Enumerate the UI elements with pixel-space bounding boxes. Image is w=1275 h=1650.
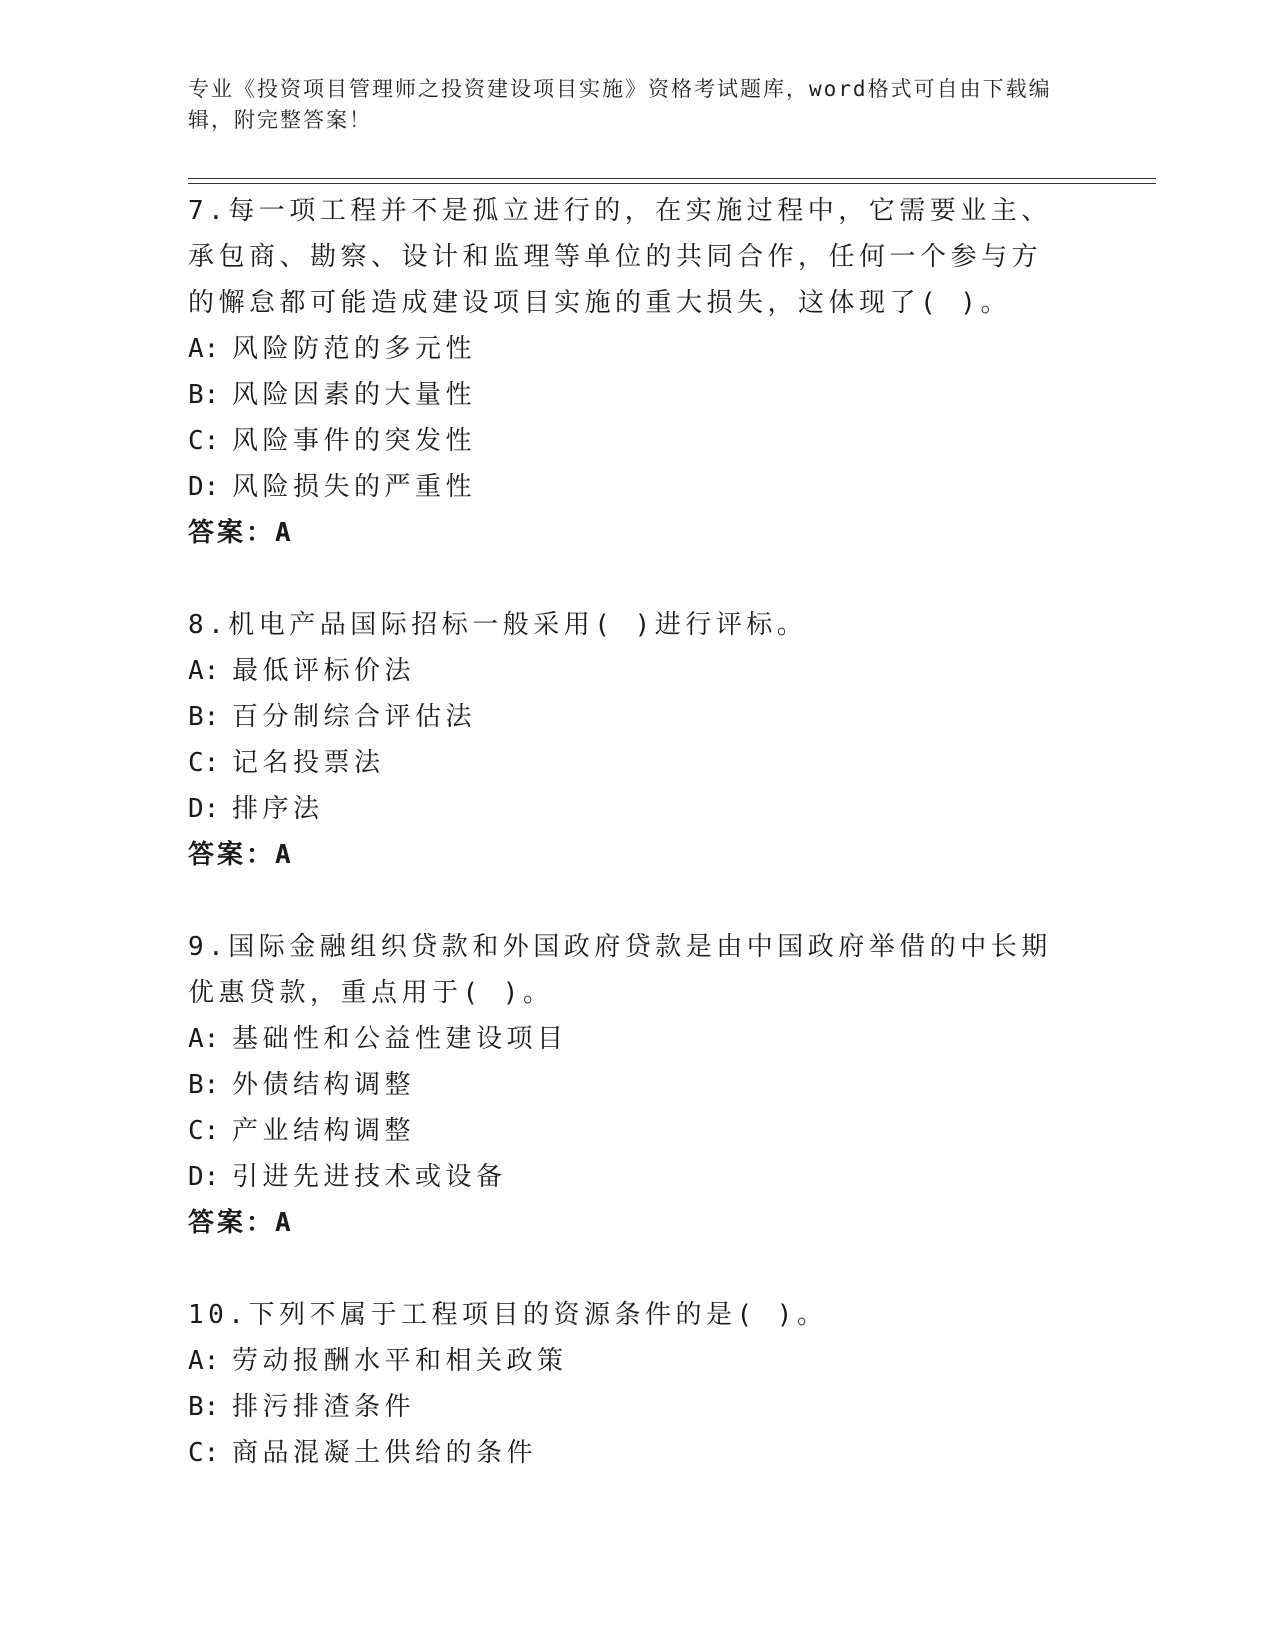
question-stem: 10.下列不属于工程项目的资源条件的是( )。 xyxy=(188,1300,828,1330)
option-d xyxy=(188,1154,1068,1200)
option-key: B: xyxy=(188,1070,220,1100)
option-text: 风险事件的突发性 xyxy=(232,426,477,456)
question-9 xyxy=(188,924,1068,1246)
option-d xyxy=(188,464,1068,510)
option-text: 劳动报酬水平和相关政策 xyxy=(232,1346,568,1376)
option-a xyxy=(188,1338,1068,1384)
answer-line: 答案：A xyxy=(188,518,294,548)
option-text: 引进先进技术或设备 xyxy=(232,1162,507,1192)
option-key: D: xyxy=(188,1162,220,1192)
option-text: 外债结构调整 xyxy=(232,1070,416,1100)
option-c xyxy=(188,1430,1068,1476)
option-key: C: xyxy=(188,748,220,778)
option-text: 产业结构调整 xyxy=(232,1116,416,1146)
option-c xyxy=(188,418,1068,464)
option-key: D: xyxy=(188,472,220,502)
option-a xyxy=(188,1016,1068,1062)
option-text: 最低评标价法 xyxy=(232,656,416,686)
question-stem: 9.国际金融组织贷款和外国政府贷款是由中国政府举借的中长期优惠贷款，重点用于( )。 xyxy=(188,932,1052,1008)
option-key: A: xyxy=(188,334,220,364)
question-7 xyxy=(188,188,1068,556)
option-text: 记名投票法 xyxy=(232,748,385,778)
option-d xyxy=(188,786,1068,832)
option-key: D: xyxy=(188,794,220,824)
question-stem: 7.每一项工程并不是孤立进行的，在实施过程中，它需要业主、承包商、勘察、设计和监理等单位的共同合作，任何一个参与方的懈怠都可能造成建设项目实施的重大损失，这体现了( )。 xyxy=(188,196,1052,318)
option-text: 排污排渣条件 xyxy=(232,1392,416,1422)
answer-line: 答案：A xyxy=(188,1208,294,1238)
header-divider-bottom xyxy=(188,183,1156,184)
option-text: 风险因素的大量性 xyxy=(232,380,477,410)
header-divider-top xyxy=(188,178,1156,179)
option-a xyxy=(188,648,1068,694)
option-b xyxy=(188,1062,1068,1108)
option-b xyxy=(188,372,1068,418)
option-key: A: xyxy=(188,1024,220,1054)
option-key: B: xyxy=(188,702,220,732)
option-text: 排序法 xyxy=(232,794,324,824)
answer-line: 答案：A xyxy=(188,840,294,870)
question-list xyxy=(188,188,1068,1522)
option-text: 风险损失的严重性 xyxy=(232,472,477,502)
option-key: C: xyxy=(188,426,220,456)
option-text: 商品混凝土供给的条件 xyxy=(232,1438,538,1468)
option-key: B: xyxy=(188,1392,220,1422)
option-b xyxy=(188,694,1068,740)
document-header: 专业《投资项目管理师之投资建设项目实施》资格考试题库，word格式可自由下载编辑，附完整答案！ xyxy=(188,77,1052,132)
question-10 xyxy=(188,1292,1068,1476)
option-key: C: xyxy=(188,1116,220,1146)
question-stem: 8.机电产品国际招标一般采用( )进行评标。 xyxy=(188,610,808,640)
option-key: A: xyxy=(188,656,220,686)
option-text: 百分制综合评估法 xyxy=(232,702,477,732)
option-c xyxy=(188,740,1068,786)
option-text: 基础性和公益性建设项目 xyxy=(232,1024,568,1054)
option-key: B: xyxy=(188,380,220,410)
option-a xyxy=(188,326,1068,372)
question-8 xyxy=(188,602,1068,878)
option-key: A: xyxy=(188,1346,220,1376)
option-c xyxy=(188,1108,1068,1154)
option-key: C: xyxy=(188,1438,220,1468)
option-text: 风险防范的多元性 xyxy=(232,334,477,364)
option-b xyxy=(188,1384,1068,1430)
